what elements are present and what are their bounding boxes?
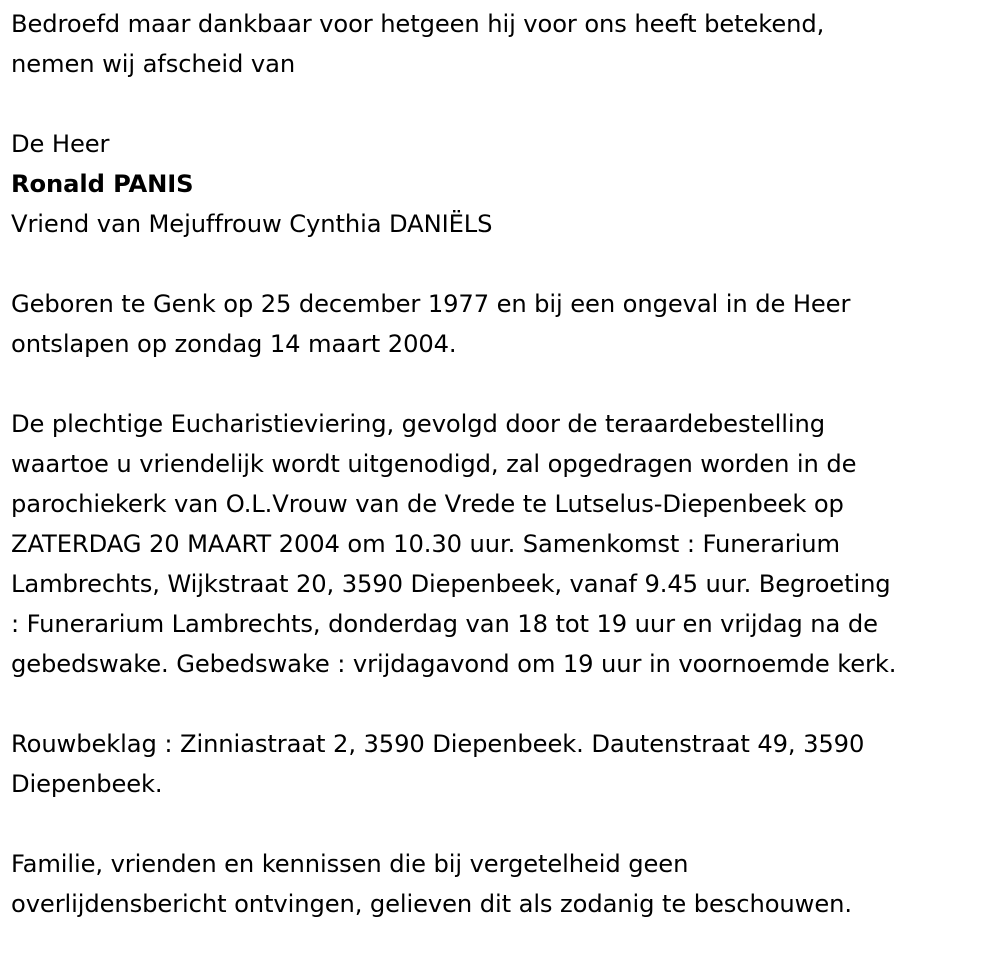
deceased-block	[11, 124, 991, 244]
birth-death-line: ontslapen op zondag 14 maart 2004.	[11, 330, 457, 358]
closing-line: Familie, vrienden en kennissen die bij vergetelheid geen	[11, 850, 689, 878]
ceremony-line: Lambrechts, Wijkstraat 20, 3590 Diepenbeek, vanaf 9.45 uur. Begroeting	[11, 570, 891, 598]
spacer	[11, 364, 991, 404]
ceremony-line: ZATERDAG 20 MAART 2004 om 10.30 uur. Samenkomst : Funerarium	[11, 530, 840, 558]
spacer	[11, 804, 991, 844]
ceremony-line: : Funerarium Lambrechts, donderdag van 18 tot 19 uur en vrijdag na de	[11, 610, 878, 638]
intro-line: nemen wij afscheid van	[11, 50, 296, 78]
ceremony-line: parochiekerk van O.L.Vrouw van de Vrede te Lutselus-Diepenbeek op	[11, 490, 844, 518]
birth-death-line: Geboren te Genk op 25 december 1977 en bij een ongeval in de Heer	[11, 290, 851, 318]
intro-paragraph	[11, 4, 991, 84]
ceremony-line: De plechtige Eucharistieviering, gevolgd door de teraardebestelling	[11, 410, 825, 438]
condolence-paragraph	[11, 724, 991, 804]
condolence-line: Rouwbeklag : Zinniastraat 2, 3590 Diepenbeek. Dautenstraat 49, 3590	[11, 730, 865, 758]
condolence-line: Diepenbeek.	[11, 770, 163, 798]
ceremony-line: waartoe u vriendelijk wordt uitgenodigd, zal opgedragen worden in de	[11, 450, 857, 478]
deceased-name: Ronald PANIS	[11, 170, 194, 198]
spacer	[11, 684, 991, 724]
obituary-notice	[11, 4, 991, 924]
closing-paragraph	[11, 844, 991, 924]
intro-line: Bedroefd maar dankbaar voor hetgeen hij voor ons heeft betekend,	[11, 10, 825, 38]
spacer	[11, 84, 991, 124]
closing-line: overlijdensbericht ontvingen, gelieven dit als zodanig te beschouwen.	[11, 890, 852, 918]
ceremony-line: gebedswake. Gebedswake : vrijdagavond om 19 uur in voornoemde kerk.	[11, 650, 897, 678]
ceremony-paragraph	[11, 404, 991, 684]
deceased-relation: Vriend van Mejuffrouw Cynthia DANIËLS	[11, 210, 493, 238]
deceased-title: De Heer	[11, 130, 110, 158]
spacer	[11, 244, 991, 284]
birth-death-paragraph	[11, 284, 991, 364]
